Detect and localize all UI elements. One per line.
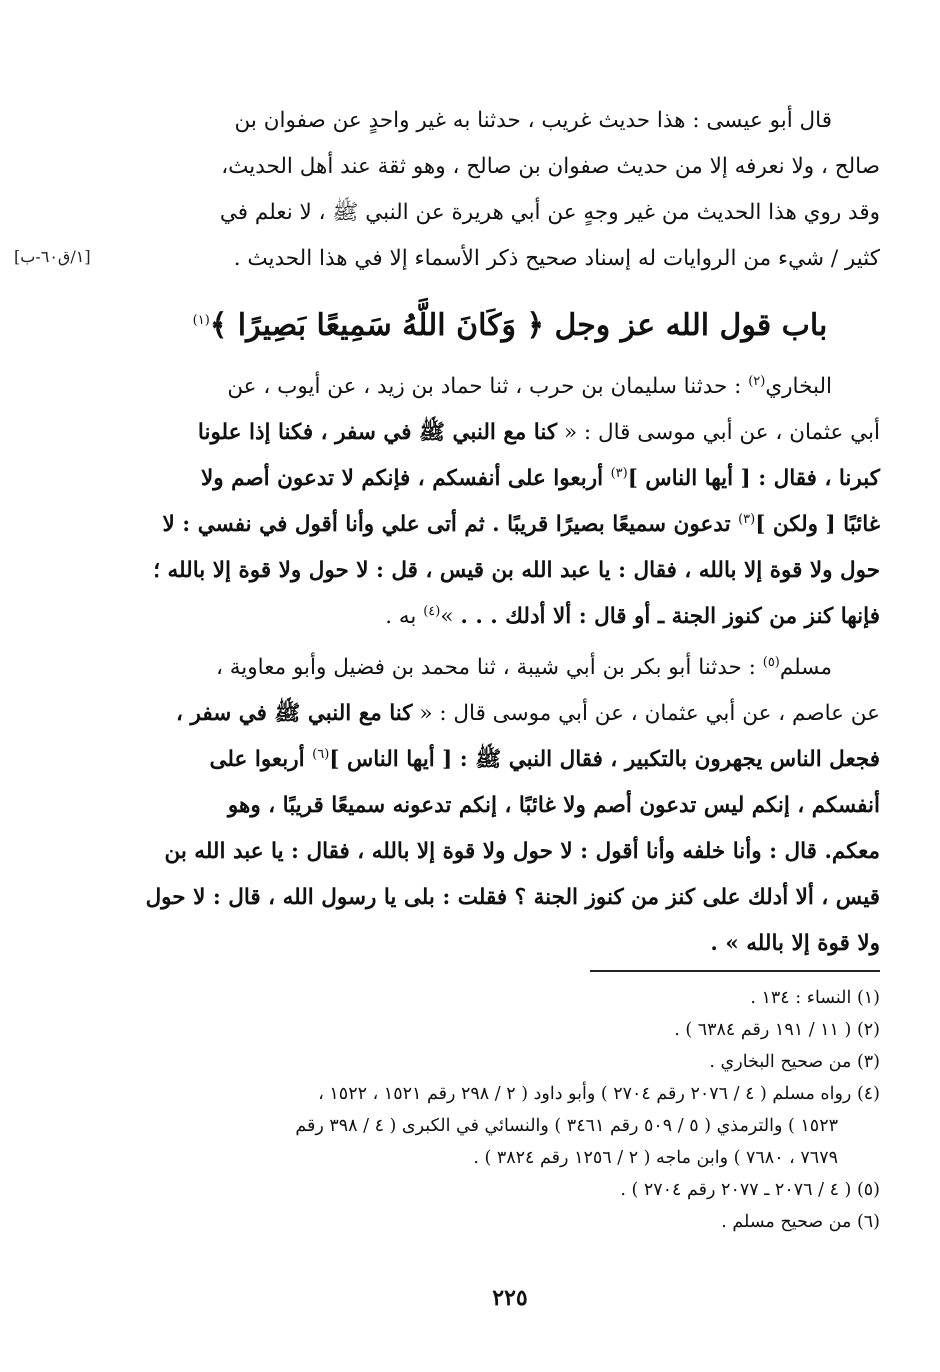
footnote-text: من صحيح مسلم . <box>721 1212 852 1232</box>
text-line <box>140 645 880 691</box>
text-line <box>140 691 880 737</box>
hadith-text: أربعوا على أنفسكم ، فإنكم لا تدعون أصم ولا <box>200 466 604 491</box>
footnote-item <box>140 1014 880 1046</box>
text-line: صالح ، ولا نعرفه إلا من حديث صفوان بن صالح ، وهو ثقة عند أهل الحديث، <box>221 154 880 179</box>
footnote-continuation: ١٥٢٣ ) والترمذي ( ٥ / ٥٠٩ رقم ٣٤٦١ ) والنسائي في الكبرى ( ٤ / ٣٩٨ رقم <box>295 1116 838 1136</box>
text-line: قال أبو عيسى : هذا حديث غريب ، حدثنا به غير واحدٍ عن صفوان بن <box>234 108 832 133</box>
footnote-text: ( ١١ / ١٩١ رقم ٦٣٨٤ ) . <box>674 1020 852 1040</box>
footnote-ref: (١) <box>192 313 210 328</box>
hadith-text: غائبًا [ ولكن ] <box>755 512 880 537</box>
isnad-text: أبي عثمان ، عن أبي موسى قال : « <box>563 420 880 445</box>
footnote-number: (٢) <box>856 1020 880 1040</box>
footnote-item <box>140 1046 880 1078</box>
text-line: كثير / شيء من الروايات له إسناد صحيح ذكر الأسماء إلا في هذا الحديث . <box>233 246 880 271</box>
text-line <box>140 410 880 456</box>
source-name: مسلم <box>779 655 832 680</box>
paragraph-abu-isa <box>140 98 880 282</box>
footnote-number: (٥) <box>856 1180 880 1200</box>
hadith-text: كنا مع النبي ﷺ في سفر ، <box>176 701 413 726</box>
footnote-item <box>140 1174 880 1206</box>
text-line <box>140 502 880 548</box>
isnad-text: : حدثنا أبو بكر بن أبي شيبة ، ثنا محمد بن فضيل وأبو معاوية ، <box>216 655 756 680</box>
footnote-item <box>140 1206 880 1238</box>
isnad-text: به . <box>385 604 417 629</box>
paragraph-bukhari <box>140 364 880 640</box>
hadith-text: كبرنا ، فقال : [ أيها الناس ] <box>627 466 880 491</box>
footnote-text: ( ٤ / ٢٠٧٦ ـ ٢٠٧٧ رقم ٢٧٠٤ ) . <box>620 1180 852 1200</box>
hadith-text: كنا مع النبي ﷺ في سفر ، فكنا إذا علونا <box>197 420 558 445</box>
footnote-text: النساء : ١٣٤ . <box>750 988 852 1008</box>
footnote-item <box>140 982 880 1014</box>
hadith-text: فإنها كنز من كنوز الجنة ـ أو قال : ألا أدلك . . . <box>460 604 880 629</box>
text-line: قيس ، ألا أدلك على كنز من كنوز الجنة ؟ فقلت : بلى يا رسول الله ، قال : لا حول <box>145 885 880 910</box>
footnote-text: من صحيح البخاري . <box>709 1052 852 1072</box>
paragraph-muslim <box>140 645 880 967</box>
text-line <box>140 594 880 640</box>
footnote-continuation: ٧٦٧٩ ، ٧٦٨٠ ) وابن ماجه ( ٢ / ١٢٥٦ رقم ٣٨٢٤ ) . <box>473 1148 838 1168</box>
footnote-ref: (٣) <box>610 465 628 481</box>
chapter-title-text: باب قول الله عز وجل ﴿ وَكَانَ اللَّهُ سَمِيعًا بَصِيرًا ﴾ <box>209 308 828 343</box>
text-line: أنفسكم ، إنكم ليس تدعون أصم ولا غائبًا ، إنكم تدعونه سميعًا قريبًا ، وهو <box>227 793 880 818</box>
text-line: وقد روي هذا الحديث من غير وجهٍ عن أبي هريرة عن النبي ﷺ ، لا نعلم في <box>219 200 880 225</box>
footnote-number: (١) <box>856 988 880 1008</box>
text-line: ولا قوة إلا بالله » . <box>710 931 880 956</box>
quote-mark: » <box>440 604 454 629</box>
text-line <box>140 364 880 410</box>
footnotes <box>140 982 880 1238</box>
hadith-text: تدعون سميعًا بصيرًا قريبًا . ثم أتى علي وأنا أقول في نفسي : لا <box>162 512 731 537</box>
chapter-title <box>140 300 880 352</box>
text-line: حول ولا قوة إلا بالله ، فقال : يا عبد الله بن قيس ، قل : لا حول ولا قوة إلا بالله ؛ <box>153 558 880 583</box>
hadith-text: أربعوا على <box>209 747 305 772</box>
footnote-number: (٤) <box>856 1084 880 1104</box>
footnote-ref: (٦) <box>312 746 330 762</box>
text-line <box>140 737 880 783</box>
hadith-text: فجعل الناس يجهرون بالتكبير ، فقال النبي ﷺ : [ أيها الناس ] <box>329 747 880 772</box>
footnote-separator <box>590 970 880 972</box>
source-name: البخاري <box>765 374 832 399</box>
manuscript-folio-note: [١/ق٦٠-ب] <box>14 247 91 266</box>
text-line: معكم. قال : وأنا خلفه وأنا أقول : لا حول ولا قوة إلا بالله ، فقال : يا عبد الله بن <box>164 839 880 864</box>
footnote-item <box>140 1078 880 1110</box>
page-number: ٢٢٥ <box>492 1285 528 1311</box>
footnote-ref: (٤) <box>423 603 441 619</box>
footnote-ref: (٢) <box>748 373 766 389</box>
isnad-text: عن عاصم ، عن أبي عثمان ، عن أبي موسى قال : « <box>419 701 880 726</box>
footnote-ref: (٥) <box>762 654 780 670</box>
footnote-text: رواه مسلم ( ٤ / ٢٠٧٦ رقم ٢٧٠٤ ) وأبو داود ( ٢ / ٢٩٨ رقم ١٥٢١ ، ١٥٢٢ ، <box>318 1084 852 1104</box>
footnote-number: (٦) <box>856 1212 880 1232</box>
footnote-ref: (٣) <box>738 511 756 527</box>
text-line <box>140 456 880 502</box>
footnote-number: (٣) <box>856 1052 880 1072</box>
isnad-text: : حدثنا سليمان بن حرب ، ثنا حماد بن زيد ، عن أيوب ، عن <box>227 374 742 399</box>
